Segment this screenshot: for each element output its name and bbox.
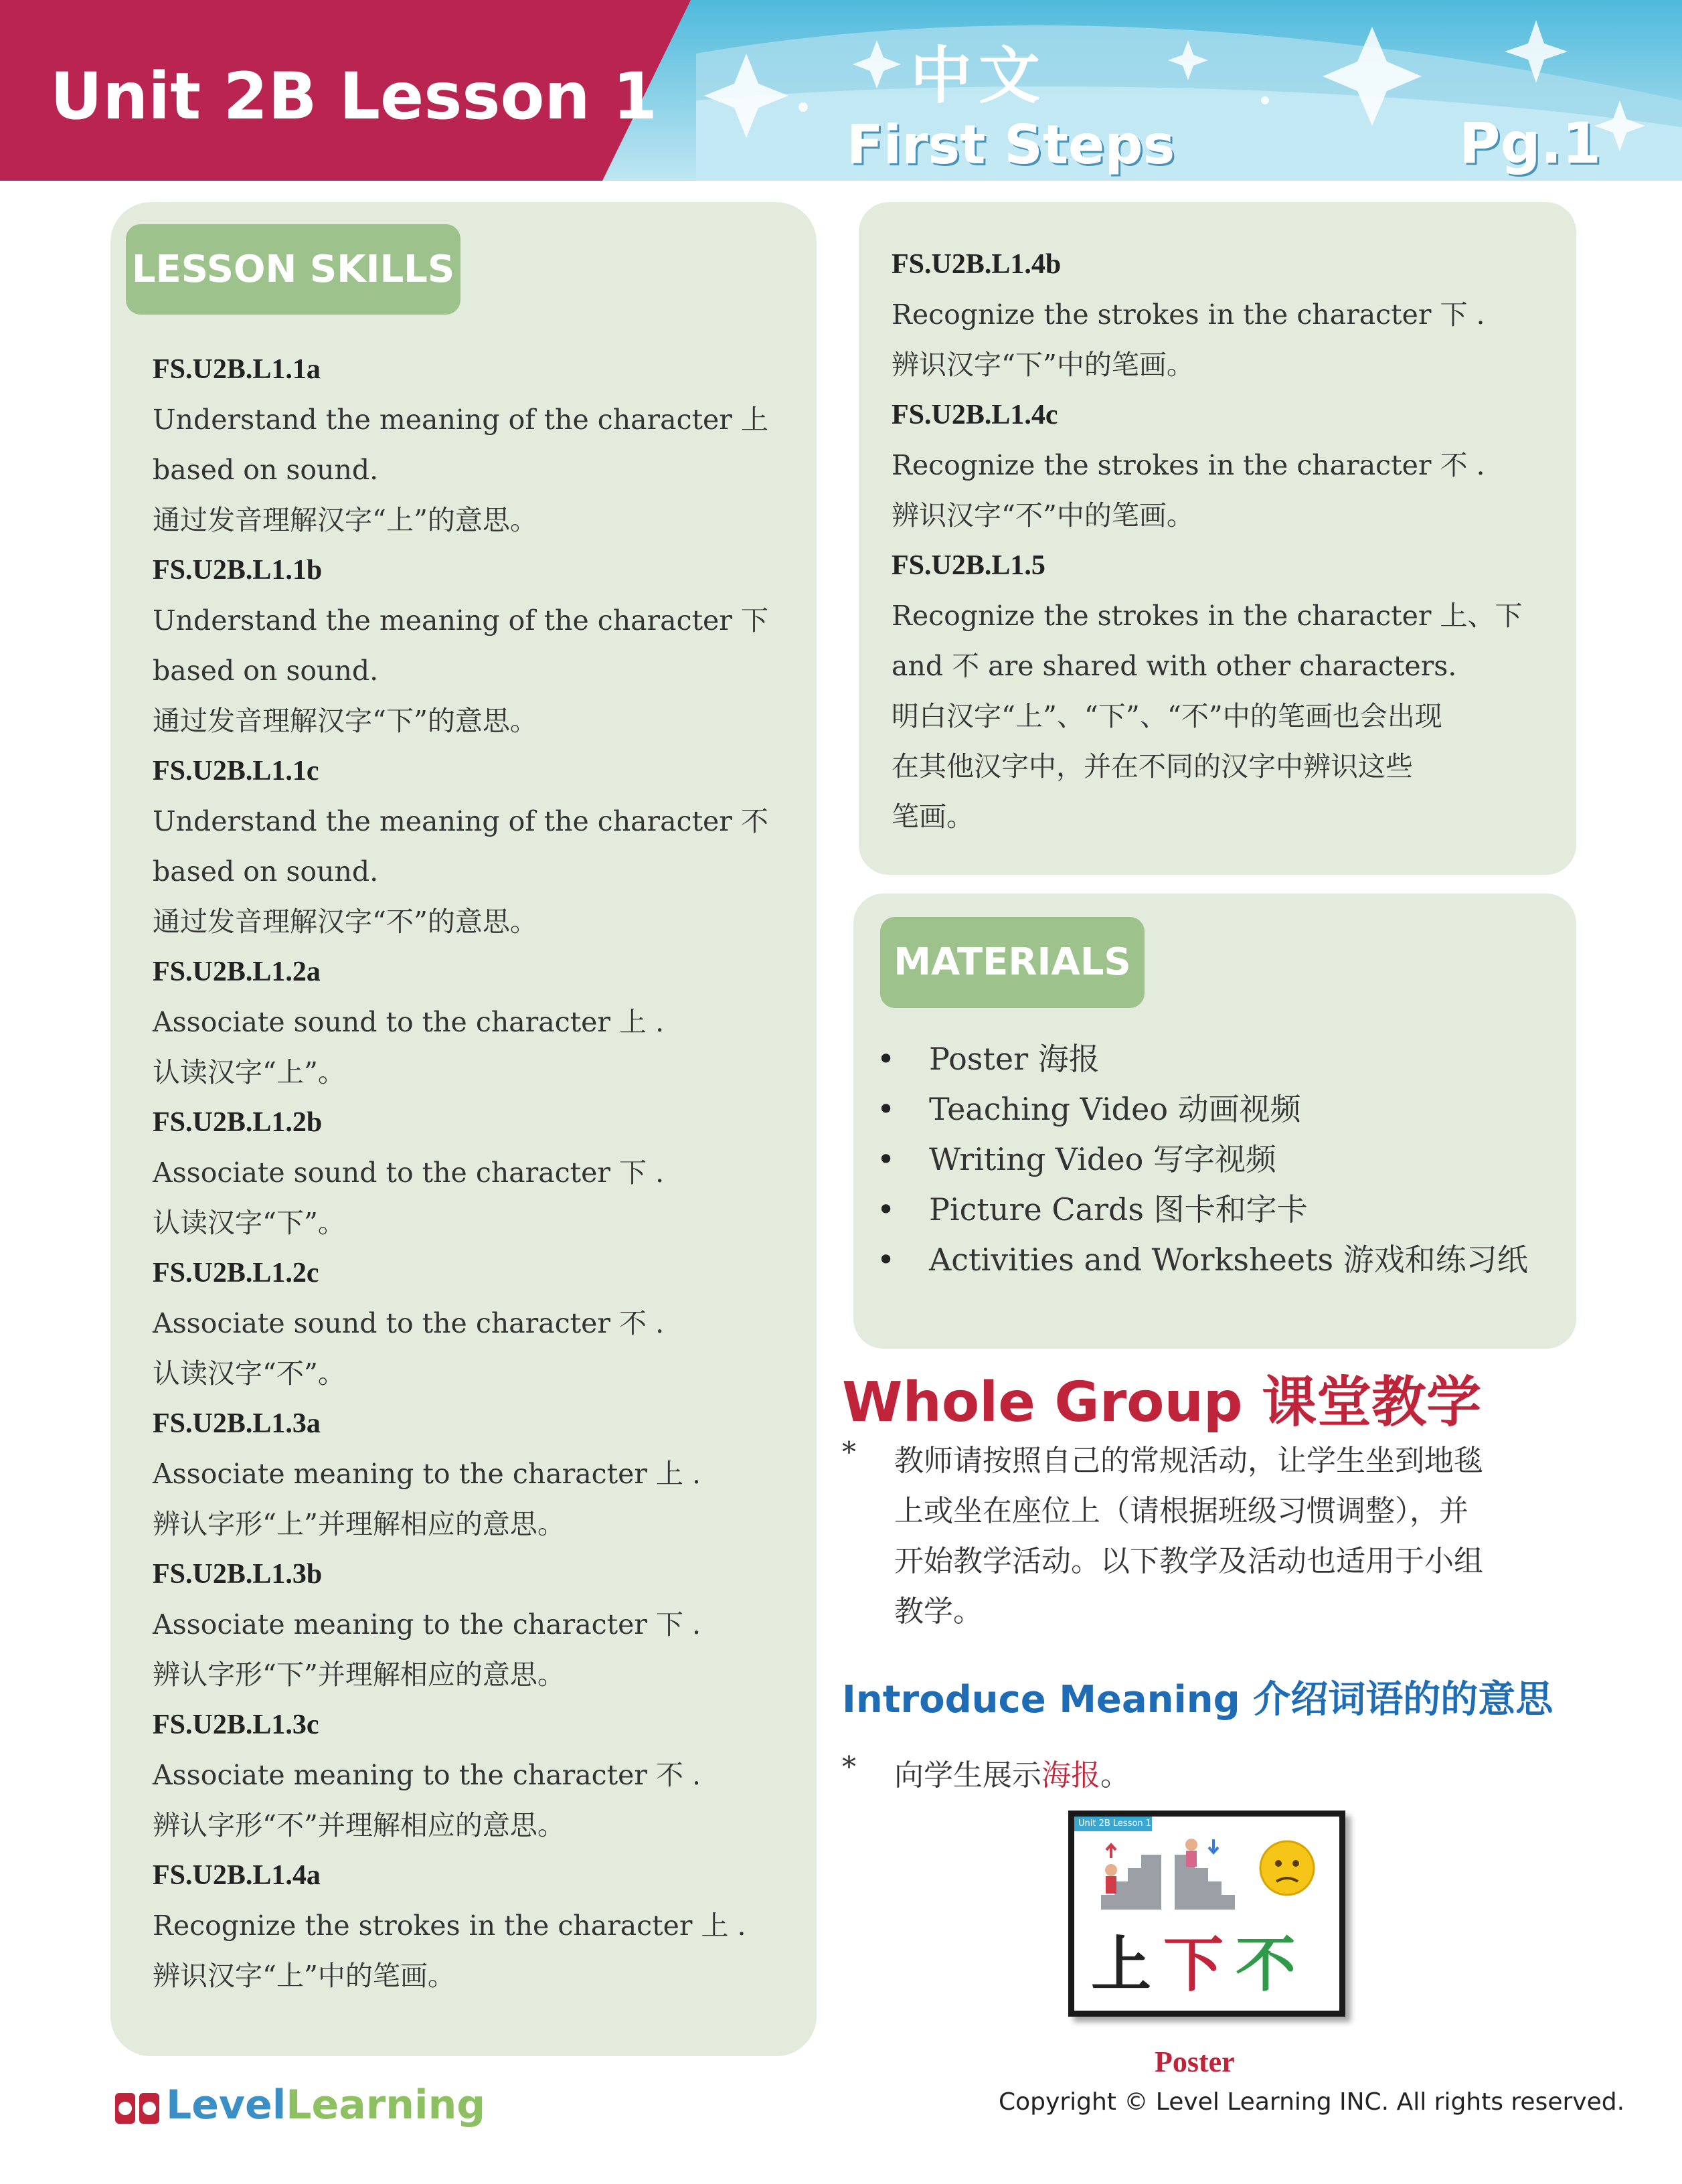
instruction-punctuation: 。 [1100,1758,1130,1792]
skill-code: FS.U2B.L1.1b [153,555,323,586]
poster-char-xia: 下 [1163,1929,1224,2000]
skill-description-line: 通过发音理解汉字“上”的意思。 [153,504,537,536]
skill-description-line: Recognize the strokes in the character 上 . [153,1910,746,1942]
materials-item-label: Teaching Video 动画视频 [929,1091,1301,1127]
text-line: 开始教学活动。以下教学及活动也适用于小组 [894,1544,1483,1578]
asterisk-icon: * [842,1436,856,1468]
lesson-skills-tag: LESSON SKILLS [126,224,460,315]
bullet-icon: • [877,1091,896,1127]
skill-description-line: based on sound. [153,655,379,687]
materials-item [877,1235,1528,1285]
show-poster-instruction [842,1750,1377,1804]
skill-description-line: 辨识汉字“不”中的笔画。 [892,499,1194,531]
skill-code: FS.U2B.L1.3a [153,1408,321,1439]
skill-code: FS.U2B.L1.2c [153,1258,319,1288]
bullet-icon: • [877,1242,896,1278]
skill-code: FS.U2B.L1.3b [153,1559,323,1590]
skill-description-line: 辨识汉字“下”中的笔画。 [892,349,1194,381]
skill-description-line: 认读汉字“上”。 [153,1056,345,1088]
skill-description-line: 认读汉字“下”。 [153,1207,345,1239]
skill-description-line: and 不 are shared with other characters. [892,650,1457,682]
page-number: Pg.1 [1459,110,1602,176]
skill-code: FS.U2B.L1.2a [153,956,321,987]
skill-description-line: Associate meaning to the character 不 . [153,1759,701,1791]
skill-code: FS.U2B.L1.5 [892,550,1045,581]
whole-group-text [894,1436,1483,1636]
show-poster-text [894,1750,1130,1800]
skill-description-line: 在其他汉字中，并在不同的汉字中辨识这些 [892,750,1413,782]
skill-code: FS.U2B.L1.1c [153,756,319,786]
skill-description-line: Understand the meaning of the character 下 [153,604,768,637]
skill-code: FS.U2B.L1.2b [153,1107,323,1138]
copyright-notice: Copyright © Level Learning INC. All rights reserved. [999,2088,1625,2116]
skill-description-line: Associate meaning to the character 下 . [153,1608,701,1641]
whole-group-heading: Whole Group 课堂教学 [842,1371,1482,1434]
skill-description-line: Understand the meaning of the character 不 [153,805,768,837]
skill-description-line: 认读汉字“不”。 [153,1357,345,1390]
level-learning-logo [166,2082,485,2128]
page-header [0,0,1682,181]
bullet-icon: • [877,1141,896,1177]
skill-code: FS.U2B.L1.4b [892,249,1062,280]
skill-description-line: 辨识汉字“上”中的笔画。 [153,1960,455,1992]
skill-description-line: 笔画。 [892,801,974,833]
logo-word-learning: Learning [286,2082,486,2128]
materials-item-label: Picture Cards 图卡和字卡 [929,1191,1308,1228]
skill-description-line: Associate meaning to the character 上 . [153,1458,701,1490]
skill-description-line: 通过发音理解汉字“下”的意思。 [153,705,537,737]
poster-highlight: 海报 [1041,1758,1100,1792]
skill-code: FS.U2B.L1.4c [892,400,1058,430]
skill-code: FS.U2B.L1.1a [153,354,321,385]
materials-list [877,1034,1528,1285]
series-title-chinese: 中文 [910,40,1047,112]
asterisk-icon: * [842,1750,856,1783]
poster-char-bu: 不 [1236,1929,1296,2000]
skill-description-line: Recognize the strokes in the character 下 . [892,299,1485,331]
poster-characters [1091,1916,1296,2003]
skill-description-line: 辨认字形“上”并理解相应的意思。 [153,1508,565,1540]
skill-description-line: Associate sound to the character 不 . [153,1307,665,1339]
materials-item [877,1084,1528,1135]
poster-char-shang: 上 [1091,1929,1151,2000]
skill-description-line: Understand the meaning of the character 上 [153,404,768,436]
skill-description-line: 明白汉字“上”、“下”、“不”中的笔画也会出现 [892,700,1442,732]
instruction-text: 向学生展示 [894,1758,1041,1792]
skill-code: FS.U2B.L1.3c [153,1709,319,1740]
materials-item [877,1135,1528,1185]
level-learning-logo-icon [112,2085,163,2132]
whole-group-instruction [842,1436,1572,1636]
poster-thumb-title: Unit 2B Lesson 1 [1074,1817,1152,1831]
text-line: 教师请按照自己的常规活动，让学生坐到地毯 [894,1444,1483,1478]
skill-description-line: 辨认字形“下”并理解相应的意思。 [153,1659,565,1691]
lesson-skills-right-column [892,240,1561,842]
skill-description-line: Associate sound to the character 下 . [153,1157,665,1189]
bullet-icon: • [877,1041,896,1077]
materials-item [877,1034,1528,1084]
poster-caption: Poster [1155,2045,1235,2078]
materials-item [877,1185,1528,1235]
materials-item-label: Writing Video 写字视频 [929,1141,1276,1177]
introduce-meaning-heading: Introduce Meaning 介绍词语的的意思 [842,1678,1553,1721]
skill-description-line: 辨认字形“不”并理解相应的意思。 [153,1809,565,1841]
unit-title: Unit 2B Lesson 1 [50,59,657,134]
materials-item-label: Activities and Worksheets 游戏和练习纸 [929,1242,1528,1278]
poster-thumbnail [1068,1811,1345,2017]
skill-code: FS.U2B.L1.4a [153,1860,321,1891]
materials-item-label: Poster 海报 [929,1041,1100,1077]
bullet-icon: • [877,1191,896,1228]
skill-description-line: Recognize the strokes in the character 不 . [892,449,1485,481]
skill-description-line: 通过发音理解汉字“不”的意思。 [153,906,537,938]
text-line: 教学。 [894,1594,983,1628]
materials-tag: MATERIALS [880,917,1145,1008]
skill-description-line: based on sound. [153,855,379,888]
logo-word-level: Level [166,2082,286,2128]
skill-description-line: Recognize the strokes in the character 上、下 [892,600,1523,632]
series-title-english: First Steps [847,114,1175,176]
skill-description-line: based on sound. [153,454,379,486]
lesson-skills-left-column [153,345,822,2001]
skill-description-line: Associate sound to the character 上 . [153,1006,665,1038]
text-line: 上或坐在座位上（请根据班级习惯调整），并 [894,1494,1468,1528]
